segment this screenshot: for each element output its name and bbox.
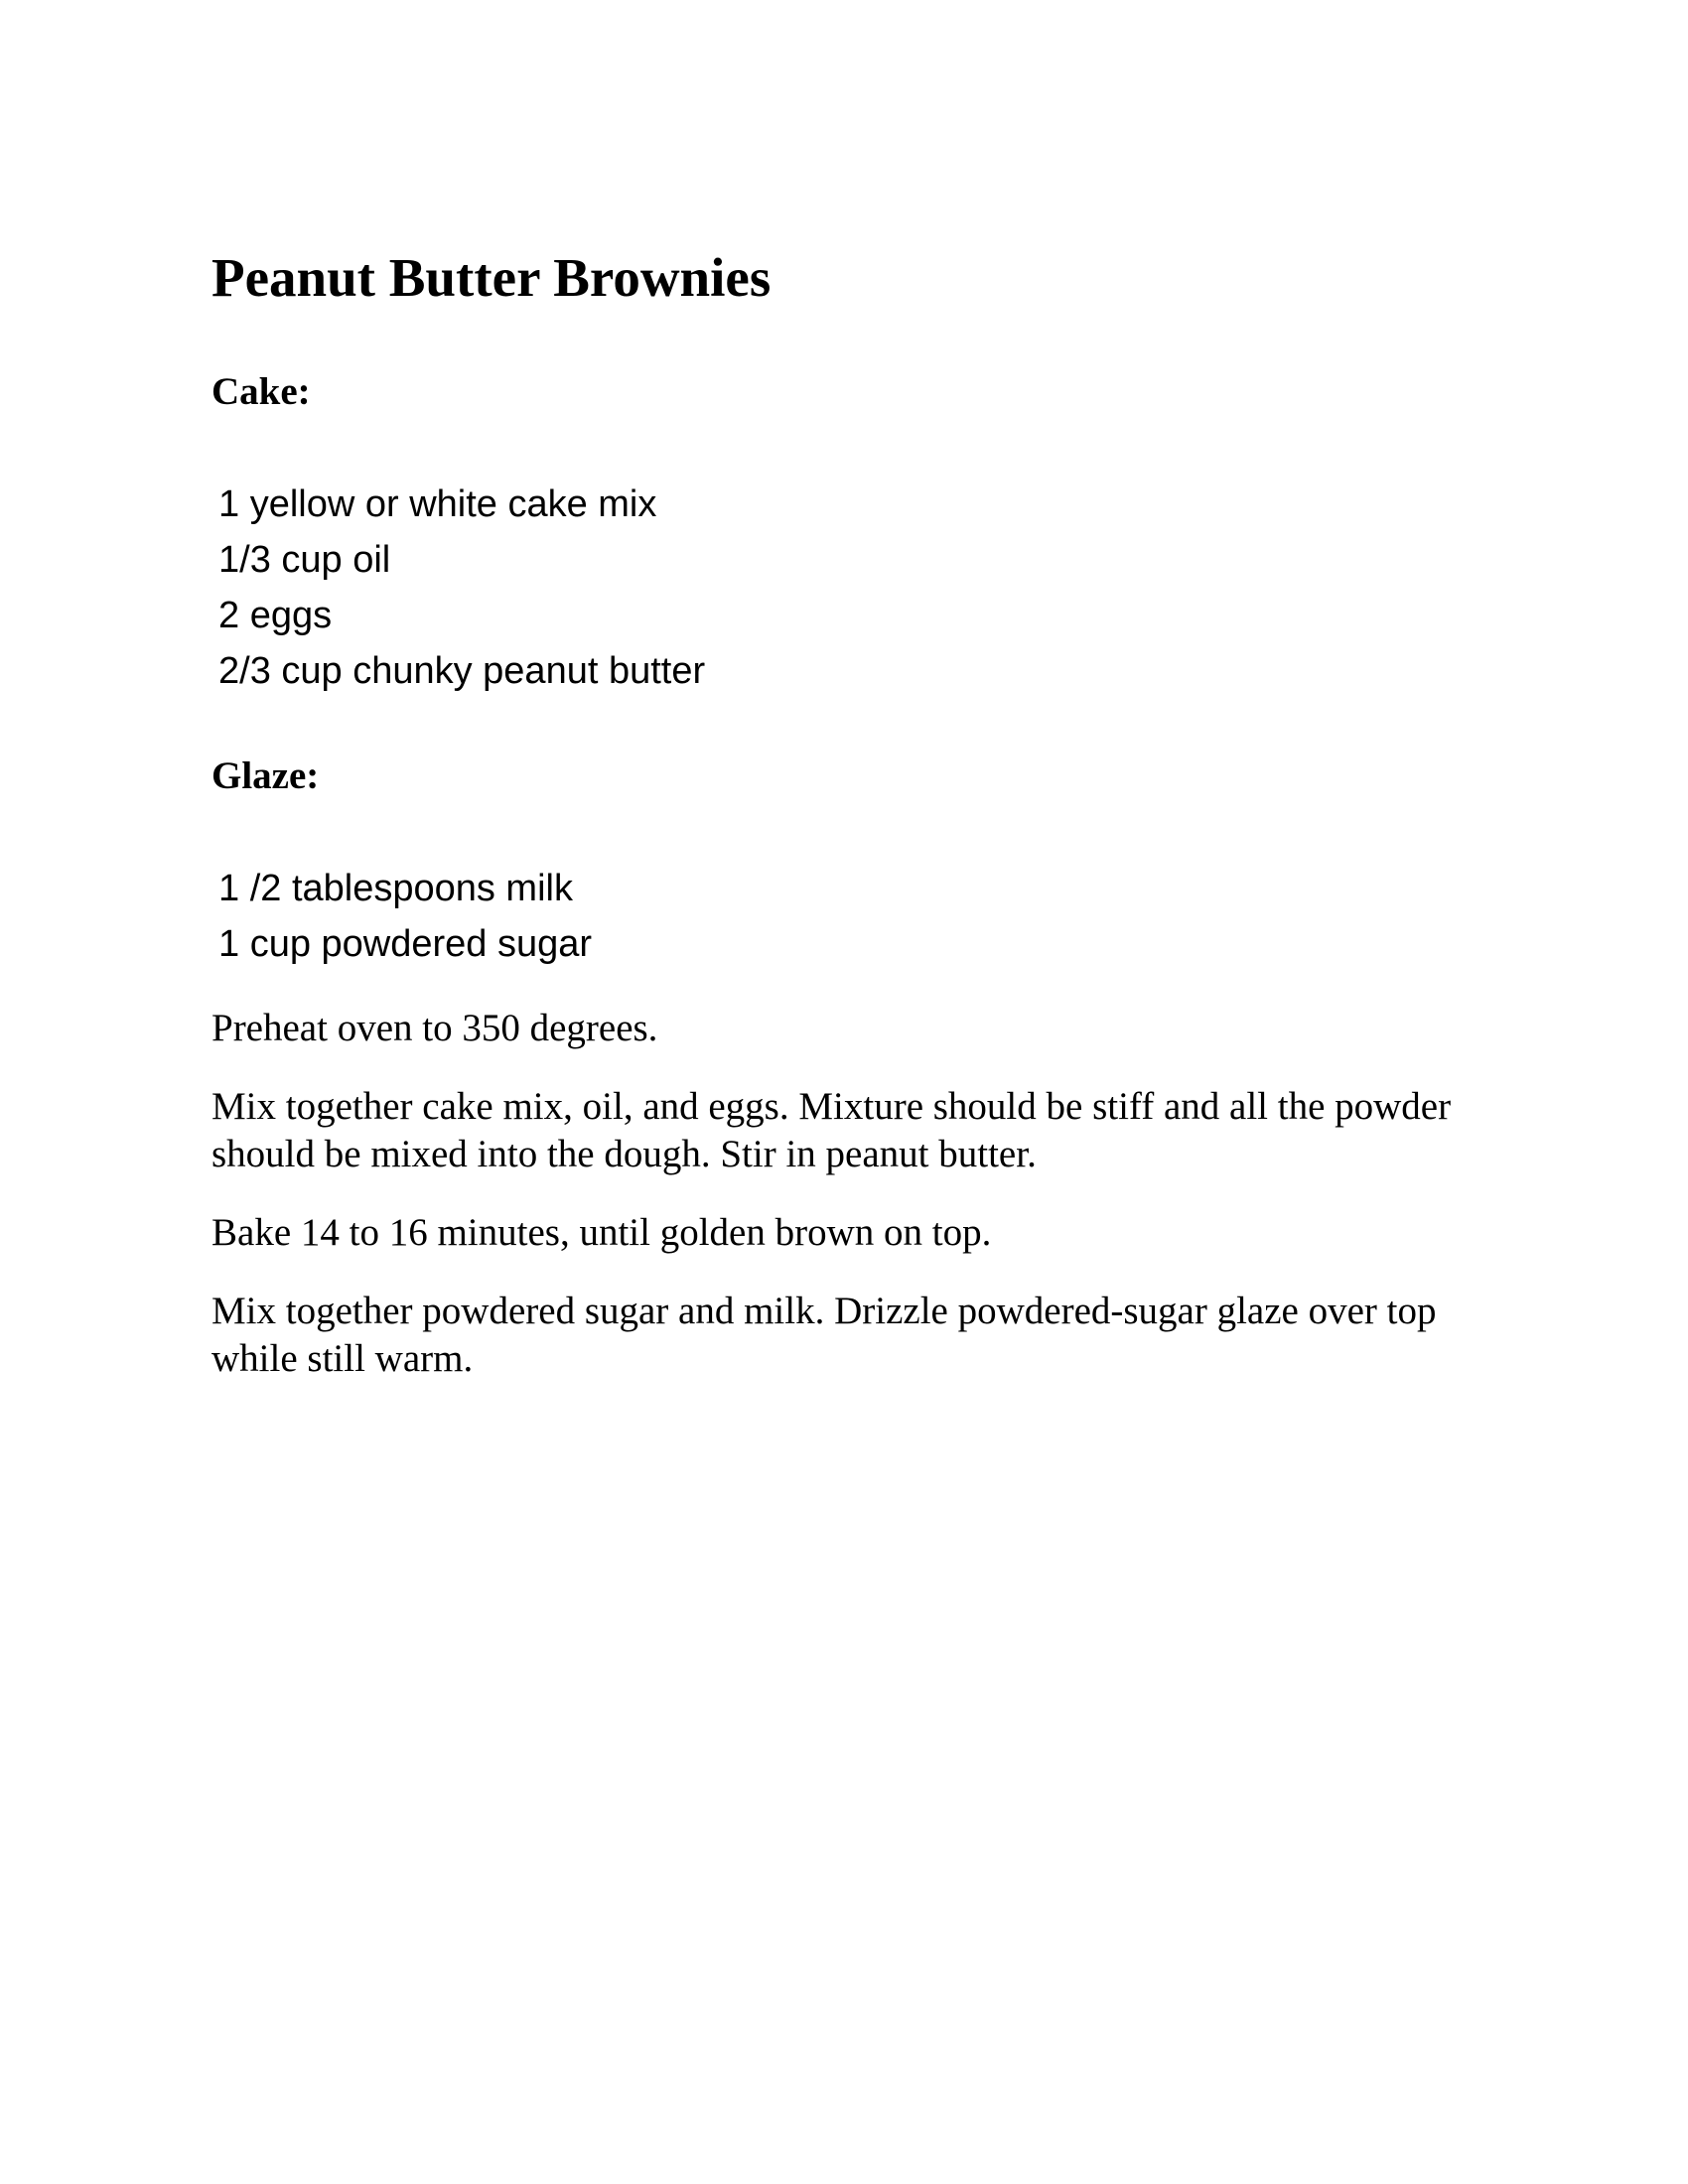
instruction-step: Mix together powdered sugar and milk. Drizzle powdered-sugar glaze over top while still warm. — [211, 1290, 1437, 1380]
instruction-step: Preheat oven to 350 degrees. — [211, 1007, 658, 1049]
ingredient-item: 1 cup powdered sugar — [218, 923, 593, 965]
ingredient-item: 2/3 cup chunky peanut butter — [218, 650, 706, 692]
ingredient-item: 1/3 cup oil — [218, 539, 391, 581]
cake-heading: Cake: — [211, 370, 311, 413]
recipe-title: Peanut Butter Brownies — [211, 247, 772, 308]
glaze-ingredient-list — [218, 861, 592, 972]
instruction-step: Mix together cake mix, oil, and eggs. Mixture should be stiff and all the powder should be mixed into the dough. Stir in peanut butter. — [211, 1085, 1452, 1175]
instruction-step: Bake 14 to 16 minutes, until golden brown on top. — [211, 1211, 992, 1254]
instructions — [211, 1005, 1502, 1414]
ingredient-item: 1 yellow or white cake mix — [218, 483, 657, 525]
glaze-heading: Glaze: — [211, 754, 320, 797]
cake-ingredient-list — [218, 477, 705, 699]
ingredient-item: 2 eggs — [218, 595, 333, 636]
ingredient-item: 1 /2 tablespoons milk — [218, 868, 573, 909]
